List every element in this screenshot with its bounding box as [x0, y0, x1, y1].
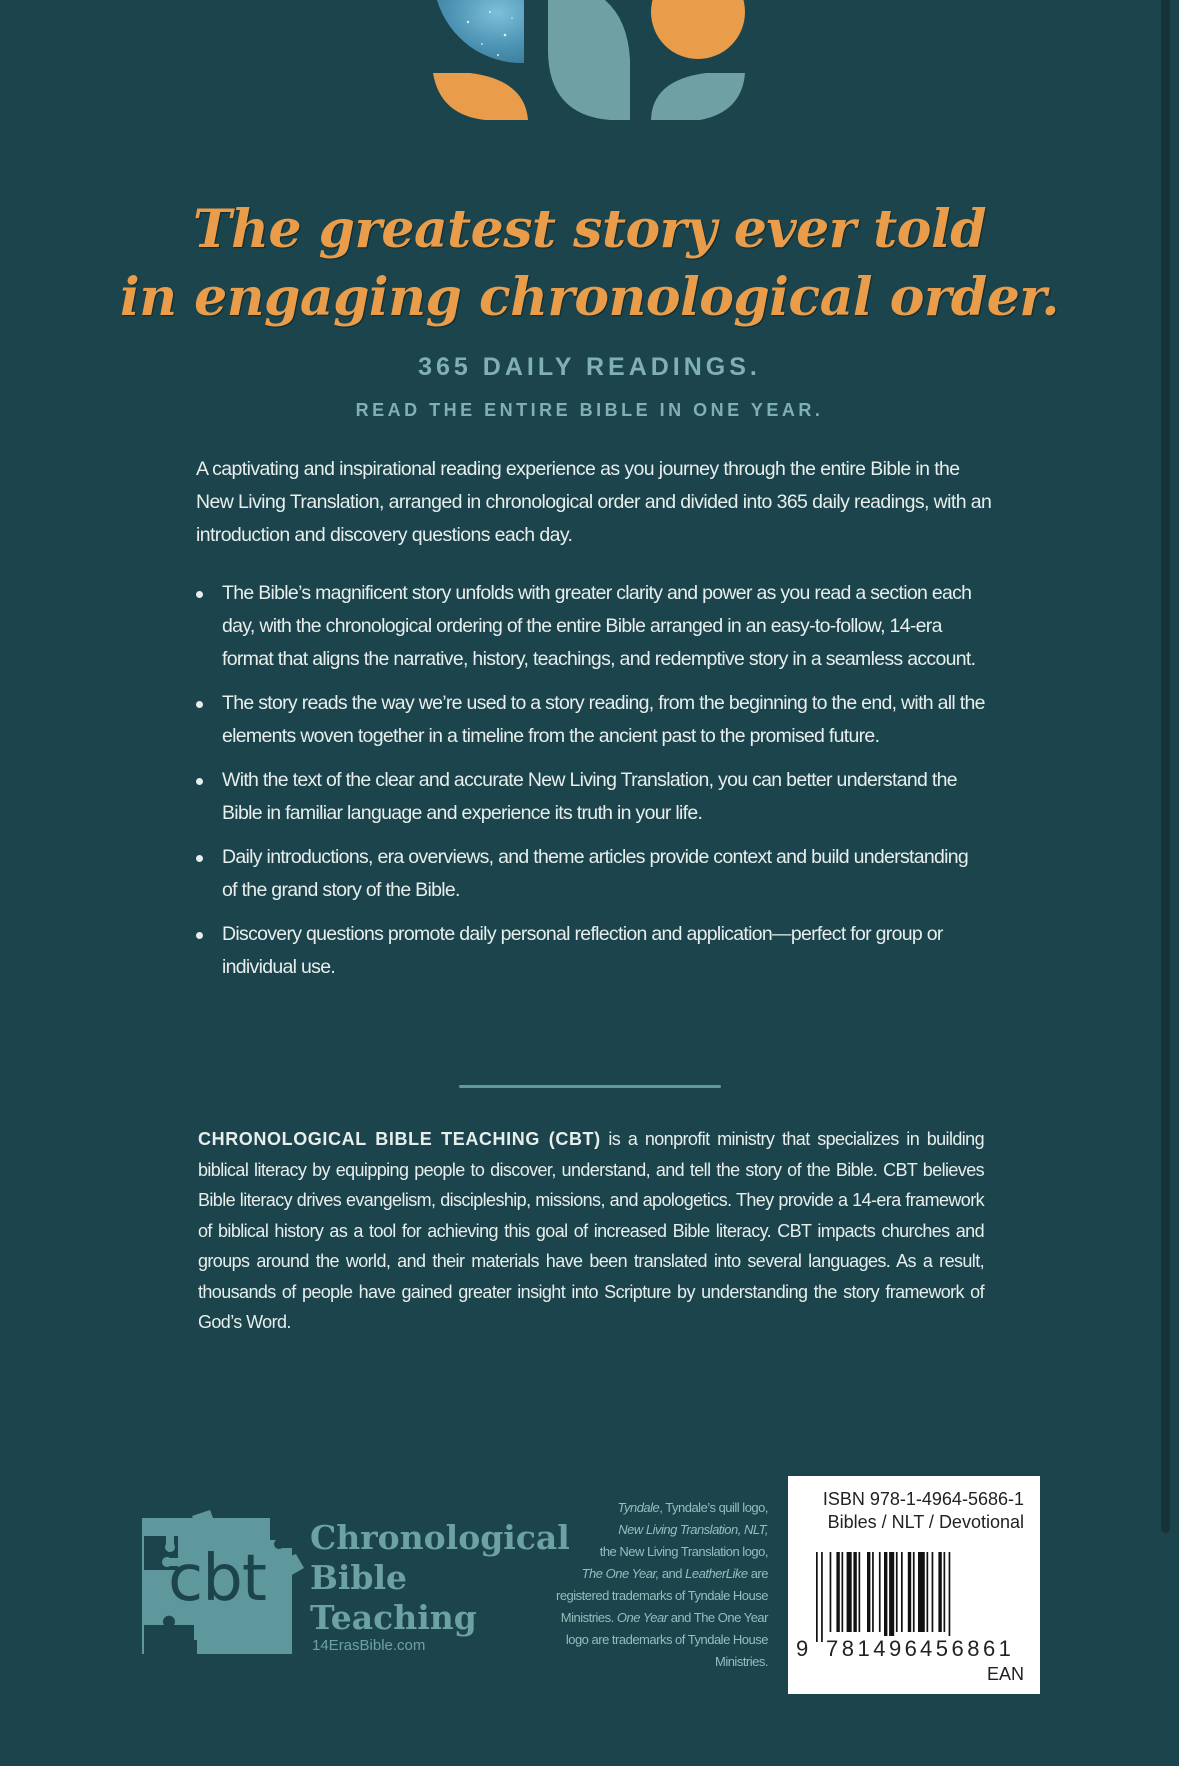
feature-text: The story reads the way we’re used to a story reading, from the beginning to the end, with all the elements woven together in a timeline from the ancient past to the promised future.: [222, 692, 985, 747]
feature-text: Discovery questions promote daily personal reflection and application—perfect for group or individual use.: [222, 923, 943, 978]
tm-text: , Tyndale’s quill logo,: [659, 1500, 768, 1515]
feature-text: Daily introductions, era overviews, and theme articles provide context and build understanding of the grand story of the Bible.: [222, 846, 969, 901]
barcode-bar: [872, 1552, 874, 1632]
barcode-icon: [814, 1552, 1024, 1642]
barcode-bar: [821, 1552, 823, 1642]
teal-small-leaf-icon: [651, 73, 745, 120]
feature-item: [196, 764, 986, 830]
section-divider: [459, 1085, 721, 1088]
orange-circle-icon: [651, 0, 745, 59]
tm-text: are registered trademarks of Tyndale House Ministries.: [556, 1566, 768, 1625]
bullet-icon: [196, 591, 203, 598]
tm-text: the New Living Translation logo,: [599, 1544, 768, 1559]
feature-text: The Bible’s magnificent story unfolds with greater clarity and power as you read a section each day, with the chronological ordering of the entire Bible arranged in an easy-to-follow, 14-era format that aligns the narrative, history, teachings, and redemptive story in a seamless account.: [222, 582, 976, 670]
tm-nlt: New Living Translation, NLT,: [618, 1522, 768, 1537]
bullet-icon: [196, 778, 203, 785]
feature-item: [196, 841, 986, 907]
bullet-icon: [196, 855, 203, 862]
barcode-bar: [932, 1552, 934, 1632]
about-cbt-body: is a nonprofit ministry that specializes in building biblical literacy by equipping people to discover, understand, and tell the story of the Bible. CBT believes Bible literacy drives evangelism, discipleship, missions, and apologetics. They provide a 14-era framework of biblical history as a tool for achieving this goal of increased Bible literacy. CBT impacts churches and groups around the world, and their materials have been translated into several languages. As a result, thousands of people have gained greater insight into Scripture by understanding the story framework of God’s Word.: [198, 1129, 984, 1332]
subheadline-daily-readings: 365 DAILY READINGS.: [418, 353, 761, 381]
cbt-logo-letters: cbt: [168, 1542, 266, 1616]
barcode-bar: [859, 1552, 861, 1632]
subheadline-one-year: READ THE ENTIRE BIBLE IN ONE YEAR.: [355, 400, 824, 420]
tm-one-year: The One Year,: [581, 1566, 659, 1581]
cbt-name-line-3: Teaching: [310, 1598, 477, 1637]
feature-item: [196, 577, 986, 676]
tm-text: and The One Year logo are trademarks of Tyndale House Ministries.: [565, 1610, 768, 1669]
barcode-bar: [884, 1552, 887, 1642]
barcode-bar: [836, 1552, 839, 1632]
barcode-bar: [949, 1552, 951, 1642]
barcode-bar: [842, 1552, 844, 1632]
bullet-icon: [196, 932, 203, 939]
intro-paragraph: A captivating and inspirational reading experience as you journey through the entire Bible in the New Living Translation, arranged in chronological order and divided into 365 daily readings, with an introduction and discovery questions each day.: [196, 458, 992, 546]
barcode-bar: [901, 1552, 903, 1632]
barcode-bar: [896, 1552, 898, 1632]
isbn-number: ISBN 978-1-4964-5686-1: [822, 1489, 1024, 1509]
barcode-bar: [853, 1552, 856, 1632]
cbt-website-url: 14ErasBible.com: [312, 1637, 426, 1654]
isbn-category: Bibles / NLT / Devotional: [827, 1512, 1024, 1532]
feature-text: With the text of the clear and accurate New Living Translation, you can better understand the Bible in familiar language and experience its truth in your life.: [222, 769, 957, 824]
barcode-bar: [908, 1552, 911, 1632]
barcode-bar: [938, 1552, 941, 1632]
about-cbt-lead: CHRONOLOGICAL BIBLE TEACHING (CBT): [198, 1129, 601, 1149]
barcode-bar: [944, 1552, 946, 1632]
feature-item: [196, 918, 986, 984]
headline-line-2: in engaging chronological order.: [119, 267, 1060, 328]
teal-leaf-icon: [548, 0, 630, 120]
barcode-bar: [927, 1552, 929, 1632]
barcode-bar: [867, 1552, 870, 1632]
barcode-digits-group-2: 456861: [920, 1636, 1015, 1661]
bullet-icon: [196, 701, 203, 708]
barcode-digit-first: 9: [796, 1636, 809, 1661]
trademark-notice: [548, 1497, 768, 1673]
about-cbt-paragraph: [198, 1124, 984, 1338]
orange-leaf-icon: [433, 73, 528, 120]
cover-art: [0, 0, 1179, 125]
cbt-name-line-1: Chronological: [310, 1518, 570, 1557]
starry-quarter-circle-icon: [437, 0, 524, 63]
barcode-bar: [913, 1552, 915, 1632]
barcode-bar: [830, 1552, 832, 1632]
tm-leatherlike: LeatherLike: [685, 1566, 748, 1581]
barcode-bar: [816, 1552, 818, 1642]
barcode-bar: [847, 1552, 852, 1632]
tm-one-year-2: One Year: [616, 1610, 668, 1625]
barcode-symbology: EAN: [986, 1664, 1024, 1684]
barcode-digits-group-1: 781496: [826, 1636, 921, 1661]
barcode-bar: [889, 1552, 894, 1642]
tm-tyndale: Tyndale: [617, 1500, 660, 1515]
tm-text: and: [658, 1566, 686, 1581]
cbt-name-line-2: Bible: [310, 1558, 408, 1597]
barcode-bar: [918, 1552, 925, 1632]
isbn-barcode-label: [788, 1476, 1040, 1694]
headline-line-1: The greatest story ever told: [192, 199, 987, 260]
feature-item: [196, 687, 986, 753]
barcode-bar: [879, 1552, 881, 1632]
feature-list: [196, 577, 986, 995]
